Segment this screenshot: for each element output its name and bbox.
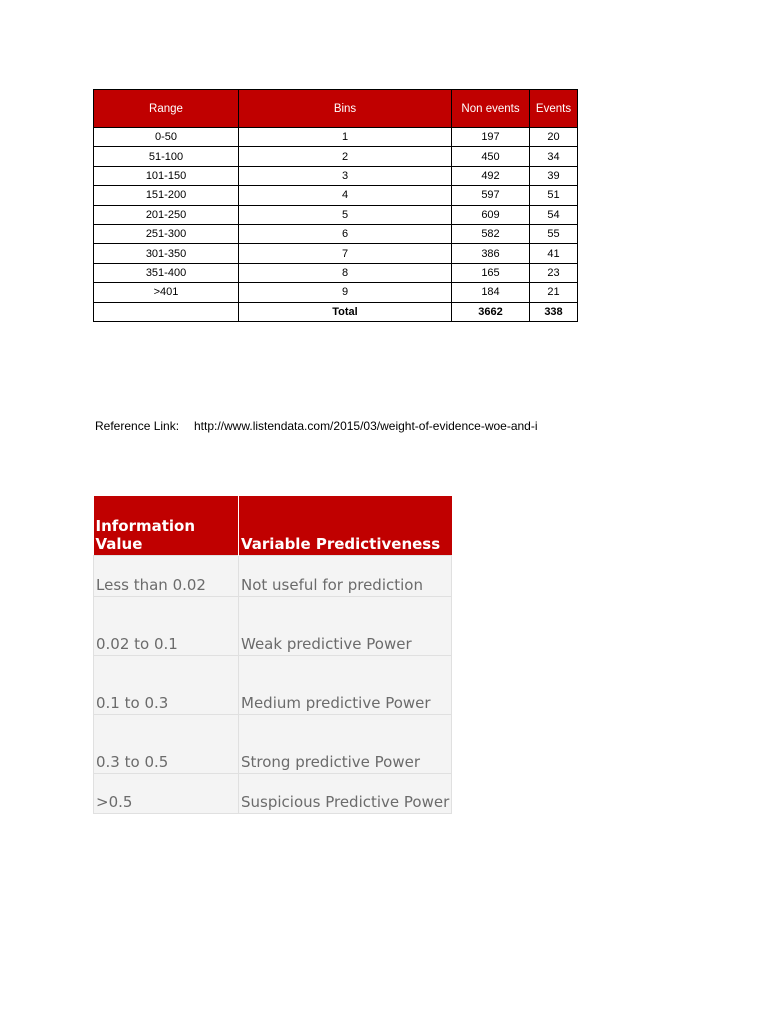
header-information-value-line2: Value [95,535,143,553]
bin-cell: 6 [239,224,452,243]
iv-predictiveness-cell: Medium predictive Power [239,656,452,715]
table-row [94,128,578,147]
header-range: Range [94,90,239,128]
table-row [94,205,578,224]
table-row [94,556,452,597]
bin-cell: 3 [239,166,452,185]
iv-predictiveness-cell: Not useful for prediction [239,556,452,597]
table-row [94,597,452,656]
iv-predictiveness-cell: Weak predictive Power [239,597,452,656]
table-row [94,715,452,774]
range-cell: 151-200 [94,186,239,205]
non-events-cell: 184 [452,283,530,302]
table-row [94,224,578,243]
iv-table-header-row [94,496,452,556]
events-cell: 23 [530,263,578,282]
table-row [94,186,578,205]
non-events-cell: 582 [452,224,530,243]
events-cell: 21 [530,283,578,302]
non-events-cell: 197 [452,128,530,147]
total-events: 338 [530,302,578,321]
table-row [94,166,578,185]
non-events-cell: 597 [452,186,530,205]
range-cell: 0-50 [94,128,239,147]
bin-cell: 2 [239,147,452,166]
non-events-cell: 492 [452,166,530,185]
iv-range-cell: >0.5 [94,774,239,814]
table-row [94,244,578,263]
events-cell: 51 [530,186,578,205]
bin-cell: 7 [239,244,452,263]
table-row [94,147,578,166]
table-row [94,263,578,282]
range-cell: >401 [94,283,239,302]
header-variable-predictiveness: Variable Predictiveness [239,496,452,556]
header-information-value [94,496,239,556]
total-non-events: 3662 [452,302,530,321]
header-information-value-line1: Information [95,517,196,535]
reference-link[interactable]: http://www.listendata.com/2015/03/weight-of-evidence-woe-and-i [194,419,538,433]
events-cell: 54 [530,205,578,224]
iv-range-cell: Less than 0.02 [94,556,239,597]
header-non-events: Non events [452,90,530,128]
bin-cell: 4 [239,186,452,205]
range-cell: 51-100 [94,147,239,166]
table-row [94,774,452,814]
non-events-cell: 165 [452,263,530,282]
range-cell: 301-350 [94,244,239,263]
bin-cell: 9 [239,283,452,302]
events-cell: 34 [530,147,578,166]
iv-range-cell: 0.1 to 0.3 [94,656,239,715]
reference-line [95,419,577,433]
table-row [94,656,452,715]
events-cell: 39 [530,166,578,185]
range-cell: 101-150 [94,166,239,185]
table-row [94,283,578,302]
bin-cell: 5 [239,205,452,224]
total-empty-cell [94,302,239,321]
total-row [94,302,578,321]
iv-range-cell: 0.3 to 0.5 [94,715,239,774]
bins-table-header-row [94,90,578,128]
iv-range-cell: 0.02 to 0.1 [94,597,239,656]
events-cell: 20 [530,128,578,147]
bin-cell: 8 [239,263,452,282]
header-events: Events [530,90,578,128]
non-events-cell: 609 [452,205,530,224]
non-events-cell: 450 [452,147,530,166]
reference-label: Reference Link: [95,419,180,433]
iv-predictiveness-cell: Suspicious Predictive Power [239,774,452,814]
total-label: Total [239,302,452,321]
bin-cell: 1 [239,128,452,147]
events-cell: 55 [530,224,578,243]
events-cell: 41 [530,244,578,263]
iv-predictiveness-cell: Strong predictive Power [239,715,452,774]
non-events-cell: 386 [452,244,530,263]
bins-table [93,89,578,322]
information-value-table [93,496,452,814]
range-cell: 351-400 [94,263,239,282]
range-cell: 201-250 [94,205,239,224]
range-cell: 251-300 [94,224,239,243]
header-bins: Bins [239,90,452,128]
